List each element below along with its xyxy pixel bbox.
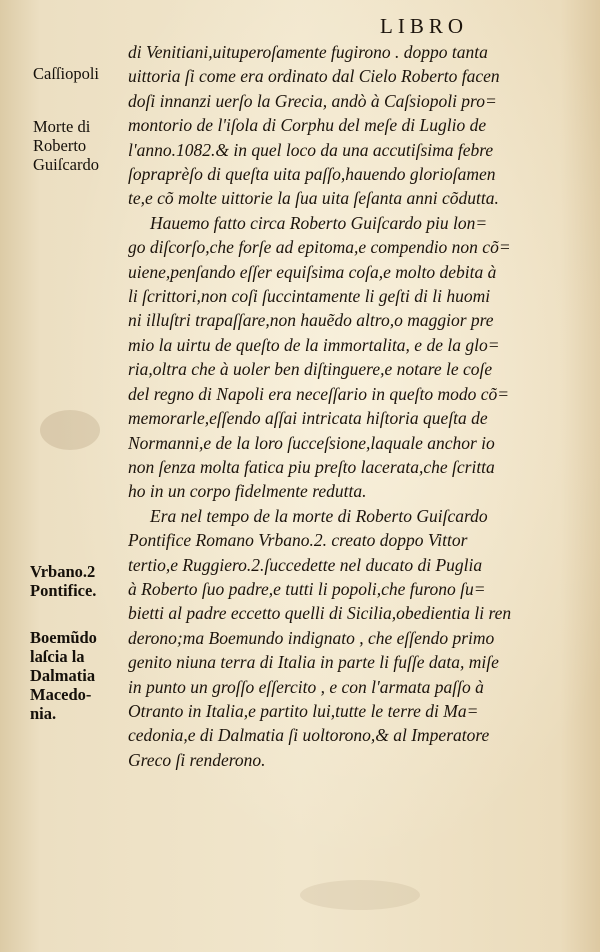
text-line: derono;ma Boemundo indignato , che eſſendo primo (128, 627, 495, 648)
margin-note-morte: Morte di Roberto Guiſcardo (33, 117, 99, 174)
text-line: cedonia,e di Dalmatia ſi uoltorono,& al Imperatore (128, 725, 490, 746)
text-line: uiene,penſando eſſer equiſsima coſa,e molto debita à (128, 261, 497, 282)
text-line: uittoria ſi come era ordinato dal Cielo Roberto facen (128, 66, 500, 87)
foxing-stain (40, 410, 100, 450)
text-line: te,e cõ molte uittorie la ſua uita ſeſanta anni cõdutta. (128, 188, 499, 209)
text-line: Era nel tempo de la morte di Roberto Guiſcardo (150, 505, 488, 526)
text-line: l'anno.1082.& in quel loco da una accutiſsima febre (128, 139, 494, 160)
text-line: à Roberto ſuo padre,e tutti li popoli,che furono ſu= (128, 578, 486, 599)
margin-note-boemundo: Boemũdo laſcia la Dalmatia Macedo- nia. (30, 628, 97, 723)
foxing-stain (300, 880, 420, 910)
text-line: bietti al padre eccetto quelli di Sicilia,obedientia li ren (128, 603, 512, 624)
text-line: genito niuna terra di Italia in parte li fuſſe data, miſe (128, 652, 499, 673)
text-line: in punto un groſſo eſſercito , e con l'armata paſſo à (128, 676, 484, 697)
text-line: go diſcorſo,che forſe ad epitoma,e compendio non cõ= (128, 237, 511, 258)
text-line: montorio de l'iſola di Corphu del meſe di Luglio de (128, 115, 487, 136)
text-line: Otranto in Italia,e partito lui,tutte le terre di Ma= (128, 700, 479, 721)
text-line: doſi innanzi uerſo la Grecia, andò à Caſsiopoli pro= (128, 90, 497, 111)
text-line: li ſcrittori,non coſi ſuccintamente li geſti di li huomi (128, 286, 491, 307)
text-line: memorarle,eſſendo aſſai intricata hiſtoria queſta de (128, 408, 488, 429)
text-line: del regno di Napoli era neceſſario in queſto modo cõ= (128, 383, 510, 404)
text-line: tertio,e Ruggiero.2.ſuccedette nel ducato di Puglia (128, 554, 483, 575)
text-line: Pontifice Romano Vrbano.2. creato doppo Vittor (128, 530, 468, 551)
text-line: ho in un corpo fidelmente redutta. (128, 481, 367, 502)
text-line: Greco ſi renderono. (128, 749, 266, 770)
margin-note-cassiopoli: Caſſiopoli (33, 64, 99, 83)
margin-note-urbano: Vrbano.2 Pontifice. (30, 562, 97, 600)
main-text (128, 40, 568, 772)
text-line: non ſenza molta fatica piu preſto lacerata,che ſcritta (128, 456, 495, 477)
text-line: Normanni,e de la loro ſucceſsione,laquale anchor io (128, 432, 495, 453)
text-line: Hauemo fatto circa Roberto Guiſcardo piu lon= (150, 212, 488, 233)
running-header: LIBRO (380, 14, 468, 38)
text-line: ni illuſtri trapaſſare,non hauẽdo altro,o maggior pre (128, 310, 494, 331)
text-line: mio la uirtu de queſto de la immortalita, e de la glo= (128, 334, 500, 355)
text-line: ſopraprèſo di queſta uita paſſo,hauendo glorioſamen (128, 164, 496, 185)
text-line: di Venitiani,uituperoſamente fugirono . doppo tanta (128, 42, 488, 62)
text-line: ria,oltra che à uoler ben diſtinguere,e notare le coſe (128, 359, 493, 380)
